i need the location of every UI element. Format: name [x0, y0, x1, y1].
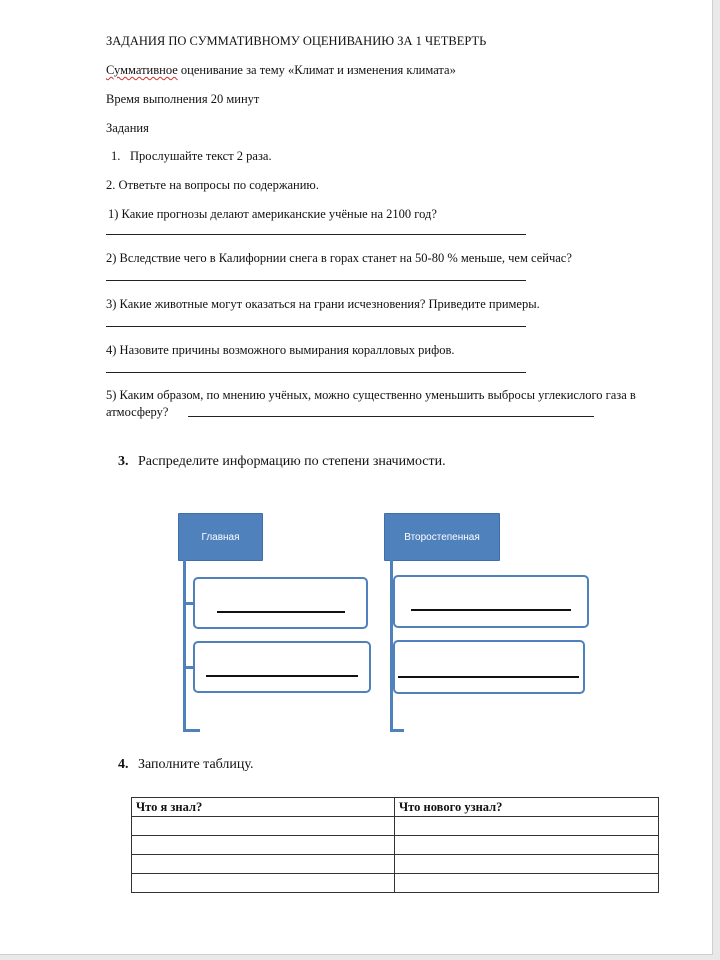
secondary-connector-end	[390, 729, 404, 732]
table-cell[interactable]	[132, 874, 395, 893]
main-info-header: Главная	[178, 513, 263, 561]
topic-rest: оценивание за тему «Климат и изменения климата»	[177, 63, 456, 77]
question-2: 2) Вследствие чего в Калифорнии снега в горах станет на 50-80 % меньше, чем сейчас?	[106, 251, 572, 265]
table-row	[132, 817, 659, 836]
main-answer-box-1[interactable]	[193, 577, 368, 629]
question-5: 5) Каким образом, по мнению учёных, можно существенно уменьшить выбросы углекислого газа в	[106, 388, 636, 402]
secondary-answer-box-1[interactable]	[393, 575, 589, 628]
table-cell[interactable]	[395, 874, 659, 893]
tasks-heading: Задания	[106, 121, 149, 135]
task3-number: 3.	[118, 454, 129, 469]
answer-line-5[interactable]	[188, 416, 594, 417]
answer-line-4[interactable]	[106, 372, 526, 373]
answer-line-2[interactable]	[106, 280, 526, 281]
table-cell[interactable]	[395, 855, 659, 874]
table-cell[interactable]	[132, 817, 395, 836]
question-3: 3) Какие животные могут оказаться на грани исчезновения? Приведите примеры.	[106, 297, 540, 311]
table-header-knew: Что я знал?	[132, 798, 395, 817]
table-cell[interactable]	[395, 836, 659, 855]
table-cell[interactable]	[132, 855, 395, 874]
question-1: 1) Какие прогнозы делают американские учёные на 2100 год?	[108, 207, 437, 221]
secondary-answer-line-1	[411, 609, 571, 611]
main-connector-end	[183, 729, 200, 732]
task2-text: 2. Ответьте на вопросы по содержанию.	[106, 178, 319, 192]
task1-number: 1.	[111, 149, 121, 163]
question-4: 4) Назовите причины возможного вымирания коралловых рифов.	[106, 343, 455, 357]
time-line: Время выполнения 20 минут	[106, 92, 260, 106]
main-connector-vertical	[183, 560, 186, 732]
table-header-learned: Что нового узнал?	[395, 798, 659, 817]
answer-line-1[interactable]	[106, 234, 526, 235]
table-row	[132, 836, 659, 855]
secondary-answer-box-2[interactable]	[393, 640, 585, 694]
secondary-answer-line-2	[398, 676, 579, 678]
task1-text: Прослушайте текст 2 раза.	[130, 149, 272, 163]
main-answer-line-1	[217, 611, 345, 613]
main-answer-box-2[interactable]	[193, 641, 371, 693]
main-answer-line-2	[206, 675, 358, 677]
table-cell[interactable]	[395, 817, 659, 836]
secondary-info-header: Второстепенная	[384, 513, 500, 561]
table-row	[132, 874, 659, 893]
knowledge-table	[131, 797, 659, 893]
table-header-row	[132, 798, 659, 817]
task4-number: 4.	[118, 757, 129, 772]
table-cell[interactable]	[132, 836, 395, 855]
question-5-cont: атмосферу?	[106, 405, 169, 419]
document-title: ЗАДАНИЯ ПО СУММАТИВНОМУ ОЦЕНИВАНИЮ ЗА 1 ЧЕТВЕРТЬ	[106, 34, 487, 48]
task3-text: Распределите информацию по степени значимости.	[138, 454, 446, 469]
task4-text: Заполните таблицу.	[138, 757, 254, 772]
answer-line-3[interactable]	[106, 326, 526, 327]
topic-word: Суммативное	[106, 63, 178, 77]
table-row	[132, 855, 659, 874]
topic-line	[106, 62, 456, 78]
